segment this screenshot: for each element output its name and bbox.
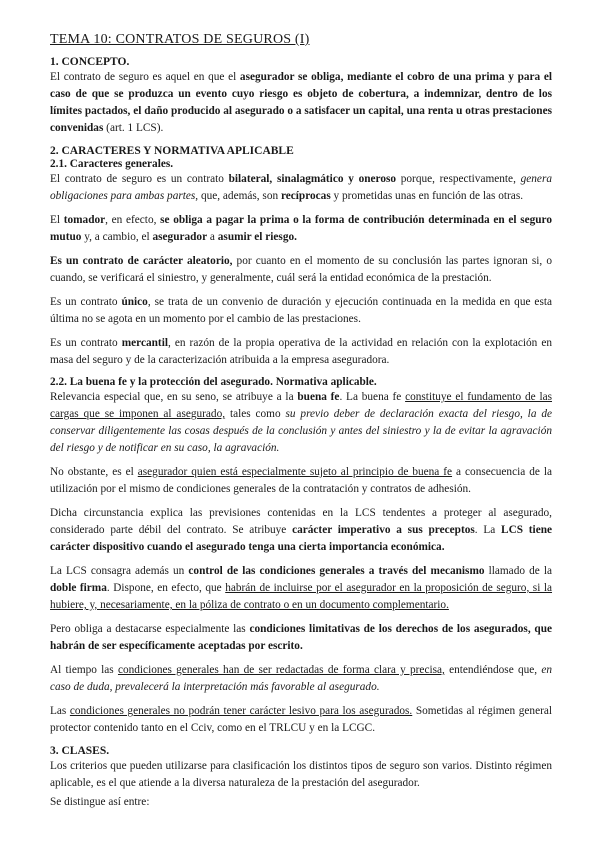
text-run: Pero obliga a destacarse especialmente las <box>50 623 250 635</box>
text-run: , en efecto, <box>105 214 161 226</box>
text-run: , que, además, son <box>195 190 281 202</box>
document-page <box>50 32 552 818</box>
text-run: Es un contrato <box>50 337 122 349</box>
text-run: asegurador <box>152 231 208 243</box>
paragraph <box>50 703 552 737</box>
text-run: condiciones generales han de ser redactadas de forma clara y precisa, <box>117 664 445 676</box>
paragraph <box>50 621 552 655</box>
paragraph <box>50 253 552 287</box>
paragraph <box>50 794 552 811</box>
paragraph <box>50 389 552 457</box>
paragraph <box>50 505 552 556</box>
text-run: condiciones generales no podrán tener carácter lesivo para los asegurados. <box>69 705 413 717</box>
text-run: Es un contrato <box>50 296 122 308</box>
text-run: asegurador quien está especialmente sujeto al principio de buena fe <box>137 466 453 478</box>
text-run: Es un contrato de carácter aleatorio, <box>50 255 233 267</box>
text-run: constituye el fundamento de las cargas que se imponen al asegurado, <box>50 391 552 420</box>
paragraph <box>50 69 552 137</box>
text-run: genera obligaciones para ambas partes <box>50 173 552 202</box>
text-run: El contrato de seguro es aquel en que el <box>50 71 240 83</box>
text-run: Las <box>50 705 70 717</box>
paragraph <box>50 335 552 369</box>
text-run: . Dispone, en efecto, que <box>106 582 226 594</box>
section-3-heading: 3. CLASES. <box>50 745 110 757</box>
text-run: No obstante, es el <box>50 466 138 478</box>
paragraph <box>50 662 552 696</box>
text-run: porque, respectivamente, <box>396 173 521 185</box>
text-run: a <box>207 231 218 243</box>
subsection-2-2-heading: 2.2. La buena fe y la protección del asegurado. Normativa aplicable. <box>50 376 377 388</box>
text-run: tomador <box>63 214 106 226</box>
text-run: . La buena fe <box>339 391 406 403</box>
paragraph <box>50 563 552 614</box>
text-run: Se distingue así entre: <box>50 796 150 808</box>
text-run: control de las condiciones generales a través del mecanismo <box>188 565 485 577</box>
text-run: se obliga a pagar la prima o la forma de contribución determinada en el seguro mutuo <box>50 214 553 243</box>
text-run: (art. 1 LCS). <box>103 122 164 134</box>
text-run: bilateral, sinalagmático y oneroso <box>228 173 397 185</box>
subsection-2-1-heading: 2.1. Caracteres generales. <box>50 158 174 170</box>
text-run: Al tiempo las <box>50 664 118 676</box>
paragraph <box>50 758 552 792</box>
paragraph <box>50 171 552 205</box>
text-run: llamado de la <box>484 565 552 577</box>
text-run: recíprocas <box>280 190 331 202</box>
text-run: Relevancia especial que, en su seno, se atribuye a la <box>50 391 298 403</box>
text-run: carácter imperativo a sus preceptos <box>292 524 475 536</box>
document-title: TEMA 10: CONTRATOS DE SEGUROS (I) <box>50 32 310 47</box>
text-run: asumir el riesgo. <box>217 231 297 243</box>
paragraph <box>50 212 552 246</box>
text-run: en caso de duda, prevalecerá la interpretación más favorable al asegurado. <box>50 664 552 693</box>
text-run: y, a cambio, el <box>81 231 153 243</box>
text-run: asegurador se obliga, mediante el cobro de una prima y para el caso de que se produzca un evento cuyo riesgo es objeto de cobertura, a indemnizar, dentro de los límites pactados, el daño producido al asegurado o a satisfacer un capital, una renta u otras prestaciones convenidas <box>50 71 552 134</box>
text-run: , en razón de la propia operativa de la actividad en relación con la explotación en masa del seguro y de la caracterización atribuida a la empresa aseguradora. <box>50 337 552 366</box>
text-run: único <box>121 296 148 308</box>
text-run: a consecuencia de la utilización por el mismo de condiciones generales de la contratación y contratos de adhesión. <box>50 466 553 495</box>
section-2-heading: 2. CARACTERES Y NORMATIVA APLICABLE <box>50 145 294 157</box>
section-1-heading: 1. CONCEPTO. <box>50 56 130 68</box>
text-run: , se trata de un convenio de duración y ejecución continuada en la medida en que esta última no se agota en un momento por el cambio de las prestaciones. <box>50 296 552 325</box>
text-run: y prometidas unas en función de las otras. <box>330 190 524 202</box>
text-run: La LCS consagra además un <box>50 565 189 577</box>
text-run: habrán de incluirse por el asegurador en la proposición de seguro, si la hubiere, y, necesariamente, en la póliza de contrato o en un documento complementario. <box>50 582 553 611</box>
text-run: doble firma <box>50 582 107 594</box>
text-run: mercantil <box>121 337 168 349</box>
text-run: Sometidas al régimen general protector contenido tanto en el Cciv, como en el TRLCU y en la LCGC. <box>50 705 553 734</box>
text-run: El contrato de seguro es un contrato <box>50 173 229 185</box>
text-run: buena fe <box>297 391 340 403</box>
text-run: LCS tiene carácter dispositivo cuando el asegurado tenga una cierta importancia económica. <box>50 524 553 553</box>
text-run: Los criterios que pueden utilizarse para clasificación los distintos tipos de seguro son varios. Distinto régimen aplicable, es el que atiende a la diversa naturaleza de la prestación del asegurador. <box>50 760 552 789</box>
text-run: tales como <box>225 408 286 420</box>
paragraph <box>50 294 552 328</box>
text-run: por cuanto en el momento de su conclusión las partes ignoran si, o cuando, se verificará el siniestro, y generalmente, cuál será la entidad económica de la prestación. <box>50 255 552 284</box>
text-run: entendiéndose que, <box>444 664 542 676</box>
text-run: Dicha circunstancia explica las previsiones contenidas en la LCS tendentes a proteger al asegurado, considerado parte débil del contrato. Se atribuye <box>50 507 552 536</box>
text-run: condiciones limitativas de los derechos de los asegurados, que habrán de ser específicamente aceptadas por escrito. <box>50 623 552 652</box>
text-run: El <box>50 214 64 226</box>
text-run: su previo deber de declaración exacta del riesgo, la de conservar diligentemente las cosas después de la conclusión y antes del siniestro y la de evitar la agravación del riesgo y de notificar en su caso, la agravación. <box>50 408 553 454</box>
paragraph <box>50 464 552 498</box>
text-run: . La <box>474 524 502 536</box>
